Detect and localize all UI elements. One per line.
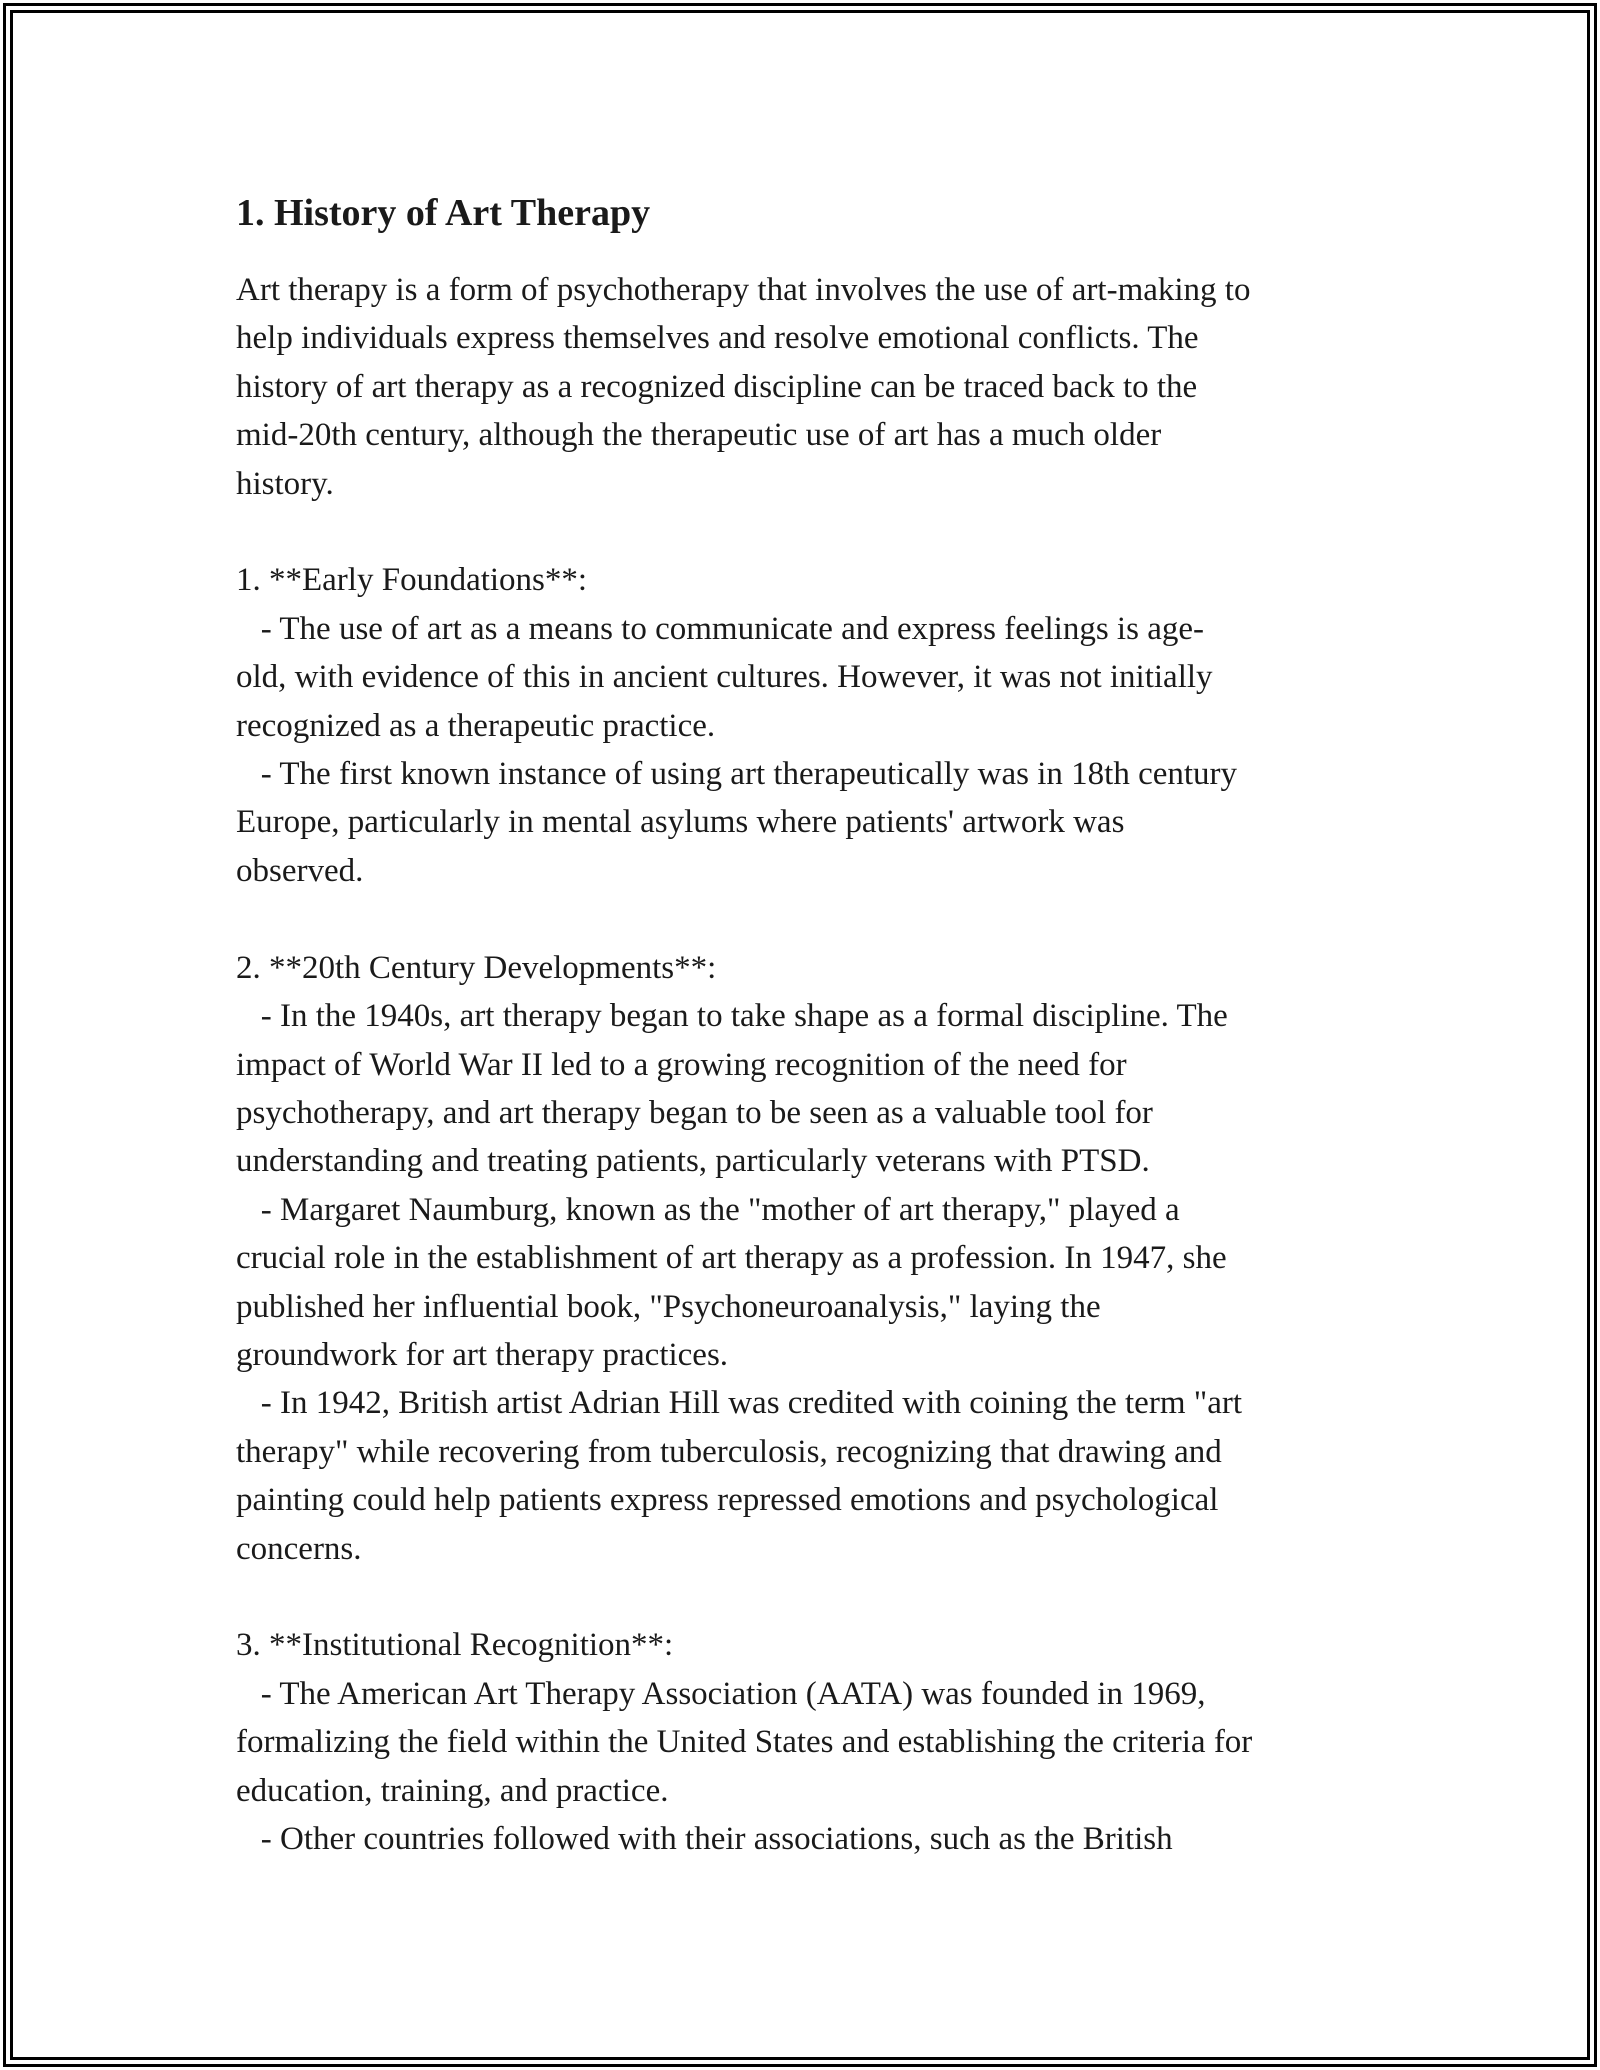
document-body: Art therapy is a form of psychotherapy that involves the use of art-making to help individuals express themselves and resolve emotional conflicts. The history of art therapy as a recognized discipline can be traced back to the mid-20th century, although the therapeutic use of art has a much older history. 1. **Early Foundations**: - The use of art as a means to communicate and express feelings is age- old, with evidence of this in ancient cultures. However, it was not initially recognized as a therapeutic practice. - The first known instance of using art therapeutically was in 18th century Europe, particularly in mental asylums where patients' artwork was observed. 2. **20th Century Developments**: - In the 1940s, art therapy began to take shape as a formal discipline. The impact of World War II led to a growing recognition of the need for psychotherapy, and art therapy began to be seen as a valuable tool for understanding and treating patients, particularly veterans with PTSD. - Margaret Naumburg, known as the "mother of art therapy," played a crucial role in the establishment of art therapy as a profession. In 1947, she published her influential book, "Psychoneuroanalysis," laying the groundwork for art therapy practices. - In 1942, British artist Adrian Hill was credited with coining the term "art therapy" while recovering from tuberculosis, recognizing that drawing and painting could help patients express repressed emotions and psychological concerns. 3. **Institutional Recognition**: - The American Art Therapy Association (AATA) was founded in 1969, formalizing the field within the United States and establishing the criteria for education, training, and practice. - Other countries followed with their associations, such as the British bbox=[236, 272, 1253, 1857]
document-title: 1. History of Art Therapy bbox=[236, 192, 651, 234]
document-page bbox=[236, 186, 1376, 1863]
